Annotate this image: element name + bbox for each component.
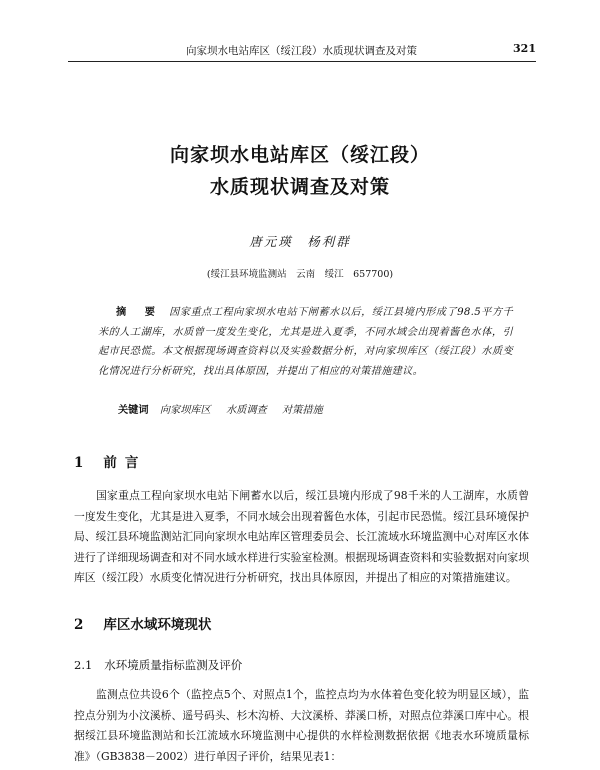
body-paragraph: 监测点位共设6个（监控点5个、对照点1个，监控点均为水体着色变化较为明显区域），监控点分别为小汶溪桥、遥号码头、杉木沟桥、大汶溪桥、莽溪口桥，对照点位莽溪口库中心。根据绥江县环境监测站和长江流域水环境监测中心提供的水样检测数据依据《地表水环境质量标准》（GB3838－2002）进行单因子评价，结果见表1： [74, 688, 529, 763]
section-heading-1 [74, 451, 146, 471]
subsection-heading-2-1 [74, 657, 242, 673]
header-rule [68, 61, 536, 62]
section-title: 库区水域环境现状 [103, 617, 212, 633]
page-number: 321 [513, 42, 536, 55]
abstract [98, 303, 513, 381]
article-title-line-1: 向家坝水电站库区（绥江段） [169, 144, 430, 166]
keywords-label: 关键词 [118, 404, 149, 416]
section-title: 前言 [103, 455, 147, 471]
abstract-text: 因家重点工程向家坝水电站下闸蓄水以后，绥江县境内形成了98.5平方千米的人工湖库，水质曾一度发生变化，尤其是进入夏季，不同水域会出现着酱色水体，引起市民恐慌。本文根据现场调查资料以及实验数据分析，对向家坝库区（绥江段）水质变化情况进行分析研究，找出具体原因，并提出了相应的对策措施建议。 [98, 307, 513, 377]
authors: 唐元瑛 杨利群 [249, 234, 351, 249]
running-header [68, 40, 536, 60]
keywords [118, 401, 335, 416]
abstract-label: 摘 要 [116, 306, 160, 318]
subsection-title: 水环境质量指标监测及评价 [104, 658, 243, 672]
keyword: 水质调查 [226, 405, 267, 416]
subsection-number: 2.1 [74, 658, 93, 672]
body-paragraph: 国家重点工程向家坝水电站下闸蓄水以后，绥江县境内形成了98千米的人工湖库，水质曾一度发生变化，尤其是进入夏季，不同水域会出现着酱色水体，引起市民恐慌。绥江县环境保护局、绥江县环境监测站汇同向家坝水电站库区管理委员会、长江流域水环境监测中心对库区水体进行了详细现场调查和对不同水域水样进行实验室检测。根据现场调查资料和实验数据对向家坝库区（绥江段）水质变化情况进行分析研究，找出具体原因，并提出了相应的对策措施建议。 [74, 489, 529, 584]
section-heading-2 [74, 613, 211, 633]
article-title-line-2: 水质现状调查及对策 [209, 176, 390, 198]
keyword: 向家坝库区 [159, 405, 211, 416]
section-number: 2 [74, 617, 84, 633]
keyword: 对策措施 [282, 405, 323, 416]
section-number: 1 [74, 455, 84, 471]
affiliation: (绥江县环境监测站 云南 绥江 657700) [206, 269, 394, 280]
running-header-title: 向家坝水电站库区（绥江段）水质现状调查及对策 [186, 45, 417, 57]
